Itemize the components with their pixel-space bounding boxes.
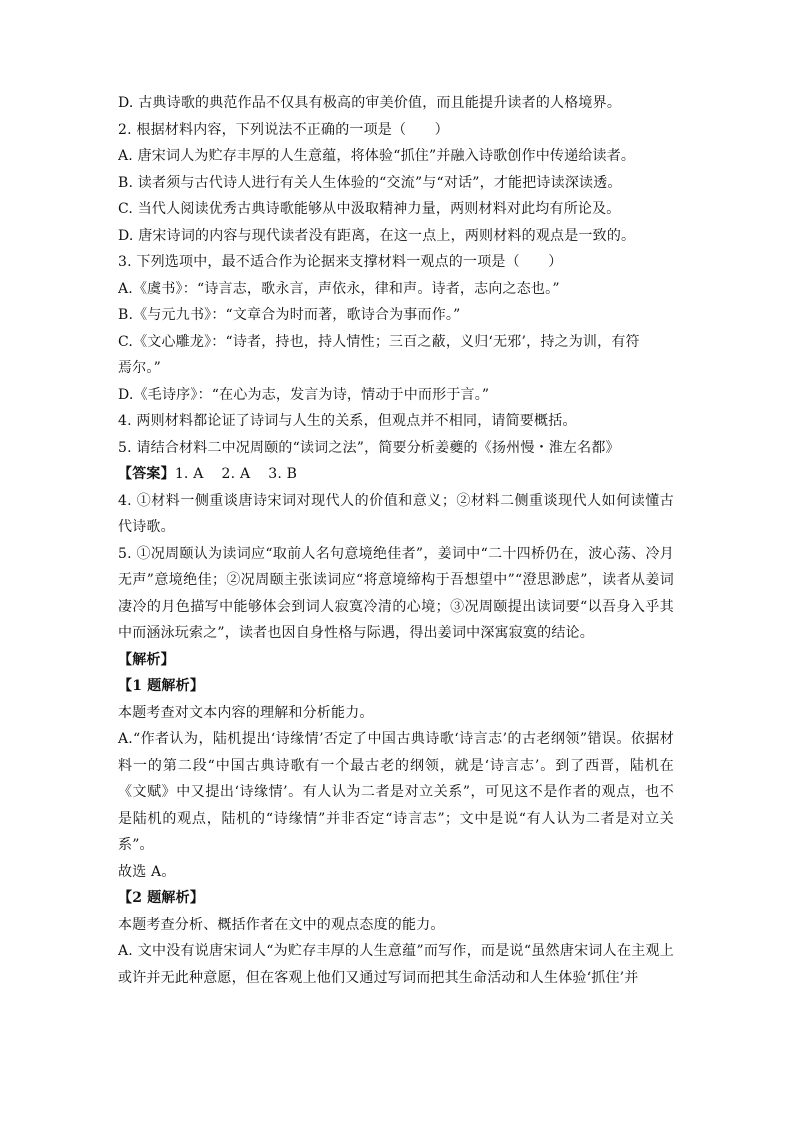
q1-intro: 本题考查对文本内容的理解和分析能力。 bbox=[118, 704, 374, 721]
option-3d: D.《毛诗序》：“在心为志，发言为诗，情动于中而形于言。” bbox=[118, 386, 490, 403]
option-2d: D. 唐宋诗词的内容与现代读者没有距离，在这一点上，两则材料的观点是一致的。 bbox=[118, 227, 636, 244]
analysis-heading: 【解析】 bbox=[118, 651, 175, 668]
option-3c-continued: 焉尔。” bbox=[118, 360, 161, 376]
q2-intro: 本题考查分析、概括作者在文中的观点态度的能力。 bbox=[118, 916, 445, 933]
document-page bbox=[118, 90, 674, 991]
question-5: 5. 请结合材料二中况周颐的“读词之法”，简要分析姜夔的《扬州慢・淮左名都》 bbox=[118, 439, 620, 456]
answer-1: 1. A bbox=[174, 466, 204, 482]
answer-label: 【答案】 bbox=[118, 466, 175, 482]
q1-choice: 故选 A。 bbox=[118, 863, 176, 880]
q1-analysis-heading: 【1 题解析】 bbox=[118, 678, 205, 694]
question-2: 2. 根据材料内容，下列说法不正确的一项是（ ） bbox=[118, 121, 449, 138]
option-3a: A.《虞书》：“诗言志，歌永言，声依永，律和声。诗者，志向之态也。” bbox=[118, 280, 560, 297]
option-1d: D. 古典诗歌的典范作品不仅具有极高的审美价值，而且能提升读者的人格境界。 bbox=[118, 95, 622, 111]
q2-analysis-body: A. 文中没有说唐宋词人“为贮存丰厚的人生意蕴”而写作，而是说“虽然唐宋词人在主观上或许并无此种意愿，但在客观上他们又通过写词而把其生命活动和人生体验‘抓住’并 bbox=[118, 943, 674, 986]
option-3c: C.《文心雕龙》：“诗者，持也，持人情性；三百之蔽，义归‘无邪’，持之为训，有符 bbox=[118, 333, 640, 350]
q1-analysis-body: A.“作者认为，陆机提出‘诗缘情’否定了中国古典诗歌‘诗言志’的古老纲领”错误。依据材料一的第二段“中国古典诗歌有一个最古老的纲领，就是‘诗言志’。到了西晋，陆机在《文赋》中又提出‘诗缘情’。有人认为二者是对立关系”，可见这不是作者的观点，也不是陆机的观点，陆机的“诗缘情”并非否定“诗言志”；文中是说“有人认为二者是对立关系”。 bbox=[118, 731, 674, 853]
answer-2: 2. A bbox=[221, 466, 251, 482]
answer-line bbox=[118, 461, 674, 488]
question-3: 3. 下列选项中，最不适合作为论据来支撑材料一观点的一项是（ ） bbox=[118, 254, 563, 270]
option-2a: A. 唐宋词人为贮存丰厚的人生意蕴，将体验“抓住”并融入诗歌创作中传递给读者。 bbox=[118, 148, 636, 164]
answer-4: 4. ①材料一侧重谈唐诗宋词对现代人的价值和意义；②材料二侧重谈现代人如何读懂古代诗歌。 bbox=[118, 492, 674, 535]
option-2c: C. 当代人阅读优秀古典诗歌能够从中汲取精神力量，两则材料对此均有所论及。 bbox=[118, 201, 621, 217]
q2-analysis-heading: 【2 题解析】 bbox=[118, 890, 205, 906]
question-4: 4. 两则材料都论证了诗词与人生的关系，但观点并不相同，请简要概括。 bbox=[118, 413, 577, 429]
option-2b: B. 读者须与古代诗人进行有关人生体验的“交流”与“对话”，才能把诗读深读透。 bbox=[118, 174, 622, 191]
answer-5: 5. ①况周颐认为读词应“取前人名句意境绝佳者”，姜词中“二十四桥仍在，波心荡、冷月无声”意境绝佳；②况周颐主张读词应“将意境缔构于吾想望中”“澄思渺虑”，读者从姜词凄冷的月色描写中能够体会到词人寂寞冷清的心境；③况周颐提出读词要“以吾身入乎其中而涵泳玩索之”，读者也因自身性格与际遇，得出姜词中深寓寂寞的结论。 bbox=[118, 545, 674, 641]
option-3b: B.《与元九书》：“文章合为时而著，歌诗合为事而作。” bbox=[118, 307, 461, 323]
answer-3: 3. B bbox=[268, 466, 298, 482]
